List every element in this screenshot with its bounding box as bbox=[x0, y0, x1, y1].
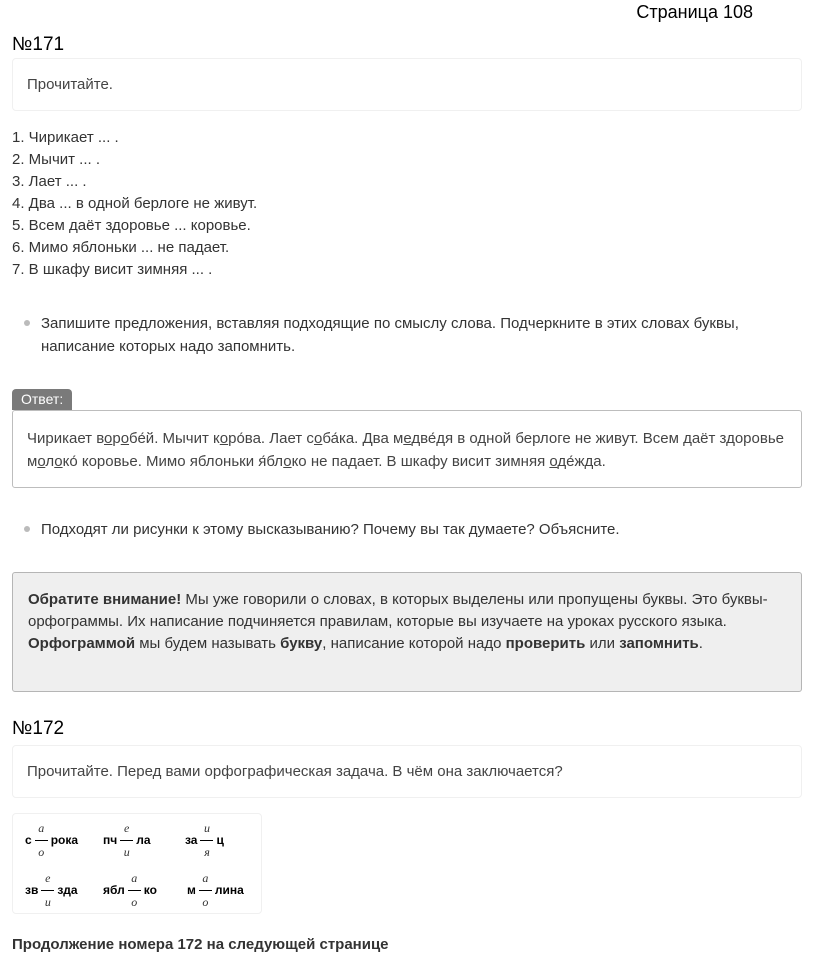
page-number: Страница 108 bbox=[636, 2, 753, 22]
instruction-text: Прочитайте. bbox=[27, 76, 113, 93]
instruction-card-172 bbox=[12, 745, 802, 798]
bullet-task-pictures bbox=[24, 518, 784, 541]
task-number-172: №172 bbox=[12, 718, 65, 739]
answer-text: Чирикает воробе́й. Мычит коро́ва. Лает соба́ка. Два медве́дя в одной берлоге не живут. Всем даёт здоровье молоко́ коровье. Мимо яблоньки я́блоко не падает. В шкафу висит зимняя оде́жда. bbox=[27, 430, 784, 470]
bullet-icon bbox=[24, 320, 30, 326]
answer-tab[interactable]: Ответ: bbox=[12, 389, 72, 410]
list-item: 5. Всем даёт здоровье ... коровье. bbox=[12, 217, 251, 234]
sentence-list bbox=[12, 127, 257, 281]
instruction-card-171 bbox=[12, 58, 802, 111]
list-item: 6. Мимо яблоньки ... не падает. bbox=[12, 239, 230, 256]
bullet-text: Подходят ли рисунки к этому высказыванию? Почему вы так думаете? Объясните. bbox=[41, 521, 620, 538]
list-item: 1. Чирикает ... . bbox=[12, 129, 119, 146]
spelling-word: за и я ц bbox=[185, 821, 224, 859]
list-item: 4. Два ... в одной берлоге не живут. bbox=[12, 195, 258, 212]
bullet-text: Запишите предложения, вставляя подходящие по смыслу слова. Подчеркните в этих словах буквы, написание которых надо запомнить. bbox=[41, 315, 739, 355]
instruction-text: Прочитайте. Перед вами орфографическая задача. В чём она заключается? bbox=[27, 763, 563, 780]
spelling-word: с а о рока bbox=[25, 821, 79, 859]
spelling-word: ябл а о ко bbox=[103, 871, 157, 909]
attention-note: Обратите внимание! Мы уже говорили о словах, в которых выделены или пропущены буквы. Это буквы-орфограммы. Их написание подчиняется правилам, которые вы изучаете на уроках русского языка. Орфограммой мы будем называть букву, написание которой надо проверить или запомнить. bbox=[12, 572, 802, 692]
bullet-icon bbox=[24, 526, 30, 532]
answer-box bbox=[12, 410, 802, 488]
task-number-171: №171 bbox=[12, 34, 65, 55]
bullet-task-write bbox=[24, 312, 784, 358]
list-item: 7. В шкафу висит зимняя ... . bbox=[12, 261, 213, 278]
spelling-word: зв е и зда bbox=[25, 871, 78, 909]
list-item: 2. Мычит ... . bbox=[12, 151, 101, 168]
continuation-note: Продолжение номера 172 на следующей странице bbox=[12, 936, 389, 953]
spelling-word: пч е и ла bbox=[103, 821, 151, 859]
spelling-words-box bbox=[12, 813, 262, 914]
spelling-word: м а о лина bbox=[187, 871, 244, 909]
list-item: 3. Лает ... . bbox=[12, 173, 87, 190]
